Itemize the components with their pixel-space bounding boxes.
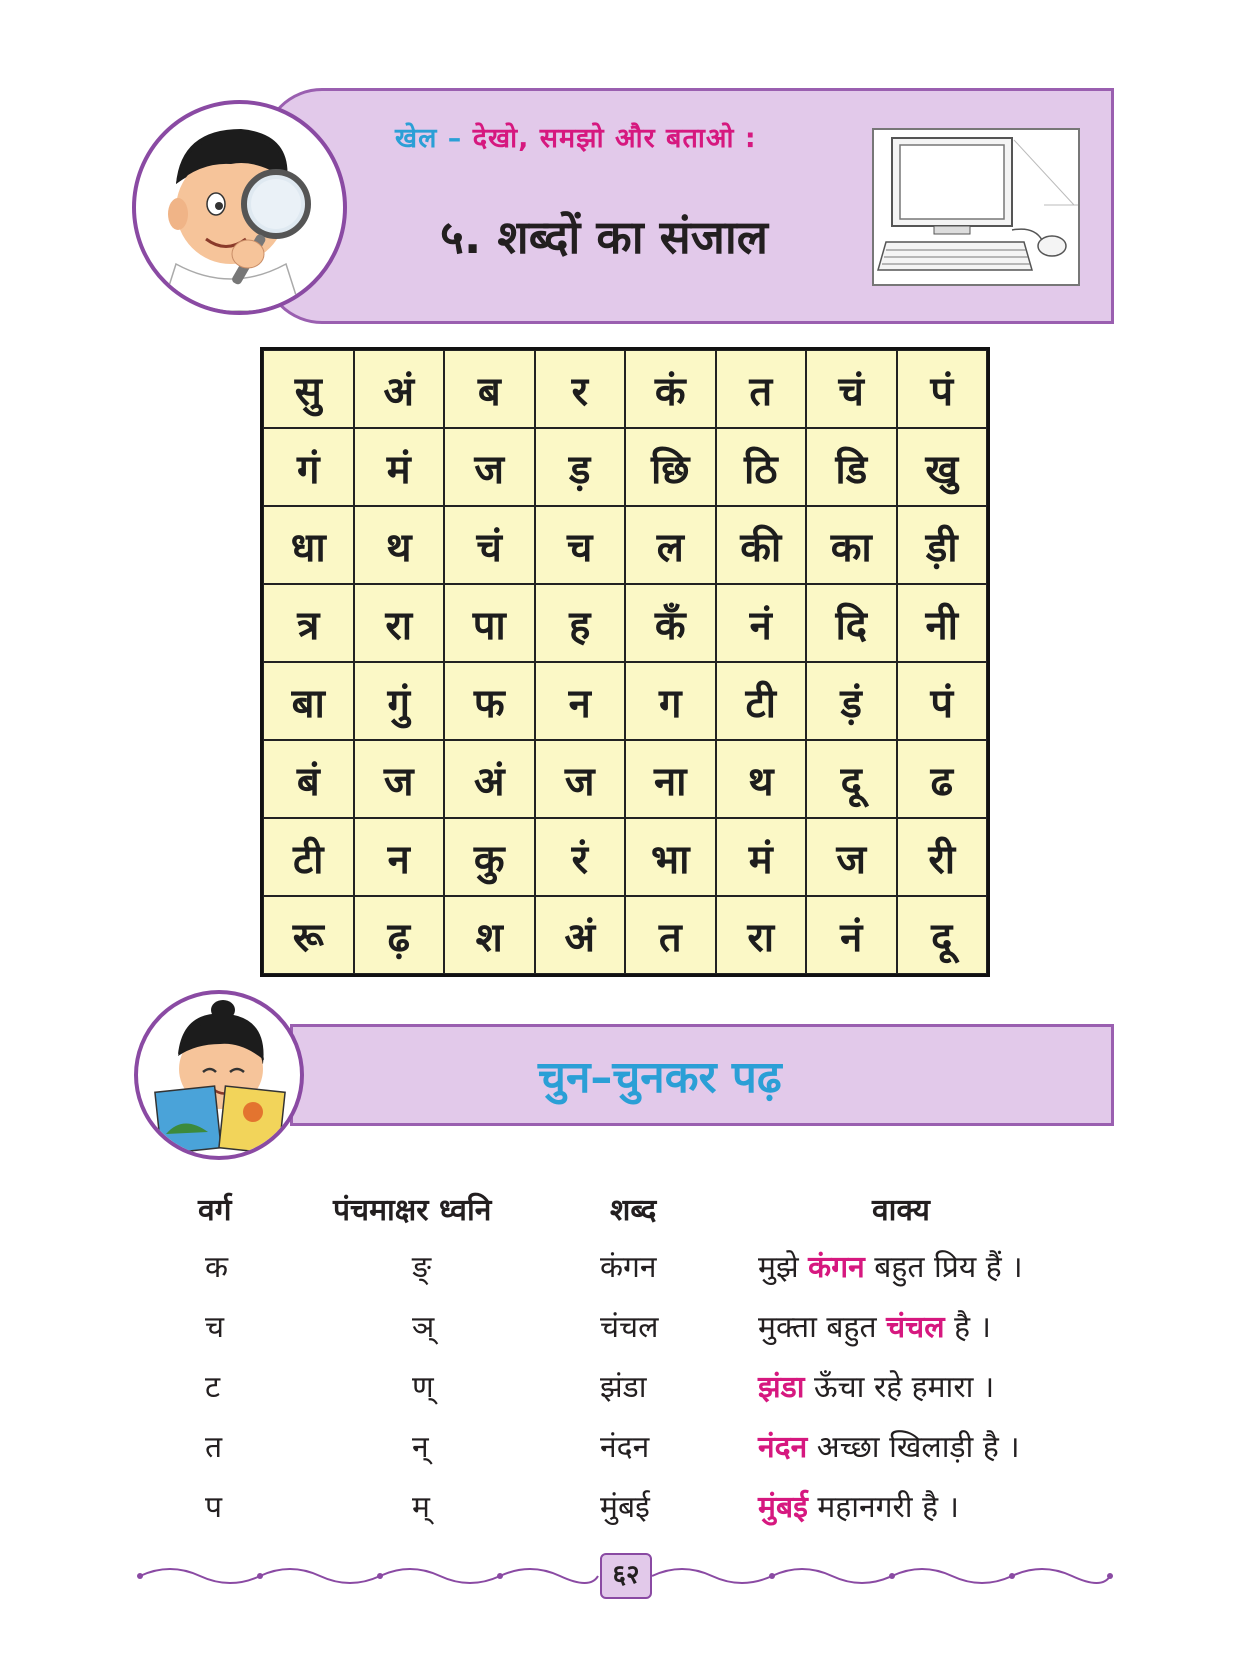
grid-cell: की	[716, 506, 807, 584]
grid-cell: मं	[354, 428, 445, 506]
vakya-cell	[758, 1305, 991, 1346]
grid-cell: सु	[263, 350, 354, 428]
grid-cell: कं	[625, 350, 716, 428]
grid-cell: चं	[444, 506, 535, 584]
table-row	[0, 1485, 1241, 1535]
grid-cell: दि	[806, 584, 897, 662]
vakya-cell	[758, 1425, 1020, 1466]
dhvani-cell: ङ्	[412, 1250, 432, 1285]
shabd-cell: कंगन	[600, 1250, 657, 1285]
grid-cell: कु	[444, 818, 535, 896]
boy-magnifier-icon	[132, 100, 347, 315]
grid-cell: ग	[625, 662, 716, 740]
vakya-post: ऊँचा रहे हमारा ।	[804, 1370, 995, 1405]
grid-cell: गुं	[354, 662, 445, 740]
grid-cell: छि	[625, 428, 716, 506]
shabd-cell: चंचल	[600, 1310, 659, 1345]
vakya-cell	[758, 1485, 959, 1526]
grid-cell: कँ	[625, 584, 716, 662]
varg-cell: क	[205, 1250, 229, 1285]
vakya-hl: चंचल	[886, 1310, 945, 1345]
computer-icon	[872, 128, 1080, 286]
grid-cell: दू	[897, 896, 988, 974]
grid-cell: री	[897, 818, 988, 896]
vakya-pre: मुक्ता बहुत	[758, 1310, 887, 1345]
table-row	[0, 1305, 1241, 1355]
varg-cell: प	[205, 1490, 223, 1525]
grid-cell: ठि	[716, 428, 807, 506]
vakya-post: बहुत प्रिय हैं ।	[864, 1250, 1023, 1285]
grid-cell: न	[535, 662, 626, 740]
grid-cell: रं	[535, 818, 626, 896]
grid-cell: बा	[263, 662, 354, 740]
grid-cell: ज	[354, 740, 445, 818]
grid-cell: ल	[625, 506, 716, 584]
section-title: चुन–चुनकर पढ़	[538, 1052, 782, 1103]
grid-cell: नी	[897, 584, 988, 662]
header-subtitle: खेल – देखो, समझो और बताओ :	[395, 123, 757, 154]
vakya-cell	[758, 1365, 994, 1406]
grid-cell: र	[535, 350, 626, 428]
varg-cell: च	[205, 1310, 225, 1345]
dhvani-cell: न्	[412, 1430, 429, 1465]
header-dhvani: पंचमाक्षर ध्वनि	[333, 1193, 492, 1228]
grid-cell: अं	[535, 896, 626, 974]
grid-cell: त्र	[263, 584, 354, 662]
grid-cell: ढ	[897, 740, 988, 818]
grid-cell: गं	[263, 428, 354, 506]
header-vakya: वाक्य	[872, 1193, 930, 1228]
grid-cell: च	[535, 506, 626, 584]
girl-reading-icon	[134, 990, 304, 1160]
vakya-post: है ।	[944, 1310, 991, 1345]
grid-cell: त	[625, 896, 716, 974]
dhvani-cell: ञ्	[412, 1310, 435, 1345]
grid-cell: दू	[806, 740, 897, 818]
grid-cell: ह	[535, 584, 626, 662]
vakya-pre: मुझे	[758, 1250, 809, 1285]
grid-cell: ड़ी	[897, 506, 988, 584]
grid-cell: नं	[716, 584, 807, 662]
vakya-post: महानगरी है ।	[807, 1490, 959, 1525]
shabd-cell: मुंबई	[600, 1490, 650, 1525]
grid-cell: पा	[444, 584, 535, 662]
grid-cell: ज	[444, 428, 535, 506]
page-title: ५. शब्दों का संजाल	[440, 210, 768, 264]
table-row	[0, 1365, 1241, 1415]
grid-cell: डि	[806, 428, 897, 506]
vakya-hl: नंदन	[758, 1430, 808, 1465]
grid-cell: श	[444, 896, 535, 974]
page-number: ६२	[600, 1553, 652, 1599]
grid-cell: ड़ं	[806, 662, 897, 740]
grid-cell: अं	[444, 740, 535, 818]
dhvani-cell: ण्	[412, 1370, 434, 1405]
grid-cell: पं	[897, 350, 988, 428]
grid-cell: मं	[716, 818, 807, 896]
vakya-hl: कंगन	[808, 1250, 865, 1285]
vakya-post: अच्छा खिलाड़ी है ।	[807, 1430, 1020, 1465]
grid-cell: फ	[444, 662, 535, 740]
dhvani-cell: म्	[412, 1490, 430, 1525]
grid-cell: थ	[354, 506, 445, 584]
grid-cell: खु	[897, 428, 988, 506]
grid-cell: अं	[354, 350, 445, 428]
grid-cell: धा	[263, 506, 354, 584]
table-row	[0, 1245, 1241, 1295]
table-row	[0, 1425, 1241, 1475]
grid-cell: ब	[444, 350, 535, 428]
grid-cell: न	[354, 818, 445, 896]
grid-cell: रा	[354, 584, 445, 662]
grid-cell: रू	[263, 896, 354, 974]
varg-cell: ट	[205, 1370, 221, 1405]
grid-cell: त	[716, 350, 807, 428]
grid-cell: थ	[716, 740, 807, 818]
grid-cell: ज	[806, 818, 897, 896]
grid-cell: चं	[806, 350, 897, 428]
grid-cell: टी	[716, 662, 807, 740]
vakya-cell	[758, 1245, 1023, 1286]
shabd-cell: नंदन	[600, 1430, 650, 1465]
word-grid	[260, 347, 990, 977]
grid-cell: का	[806, 506, 897, 584]
grid-cell: ड़	[535, 428, 626, 506]
grid-cell: ढ़	[354, 896, 445, 974]
grid-cell: पं	[897, 662, 988, 740]
vakya-hl: झंडा	[758, 1370, 805, 1405]
grid-cell: बं	[263, 740, 354, 818]
shabd-cell: झंडा	[600, 1370, 647, 1405]
varg-cell: त	[205, 1430, 223, 1465]
header-varg: वर्ग	[198, 1193, 232, 1228]
grid-cell: टी	[263, 818, 354, 896]
grid-cell: नं	[806, 896, 897, 974]
grid-cell: ज	[535, 740, 626, 818]
vakya-hl: मुंबई	[758, 1490, 808, 1525]
grid-cell: ना	[625, 740, 716, 818]
grid-cell: भा	[625, 818, 716, 896]
header-shabd: शब्द	[610, 1193, 657, 1228]
grid-cell: रा	[716, 896, 807, 974]
